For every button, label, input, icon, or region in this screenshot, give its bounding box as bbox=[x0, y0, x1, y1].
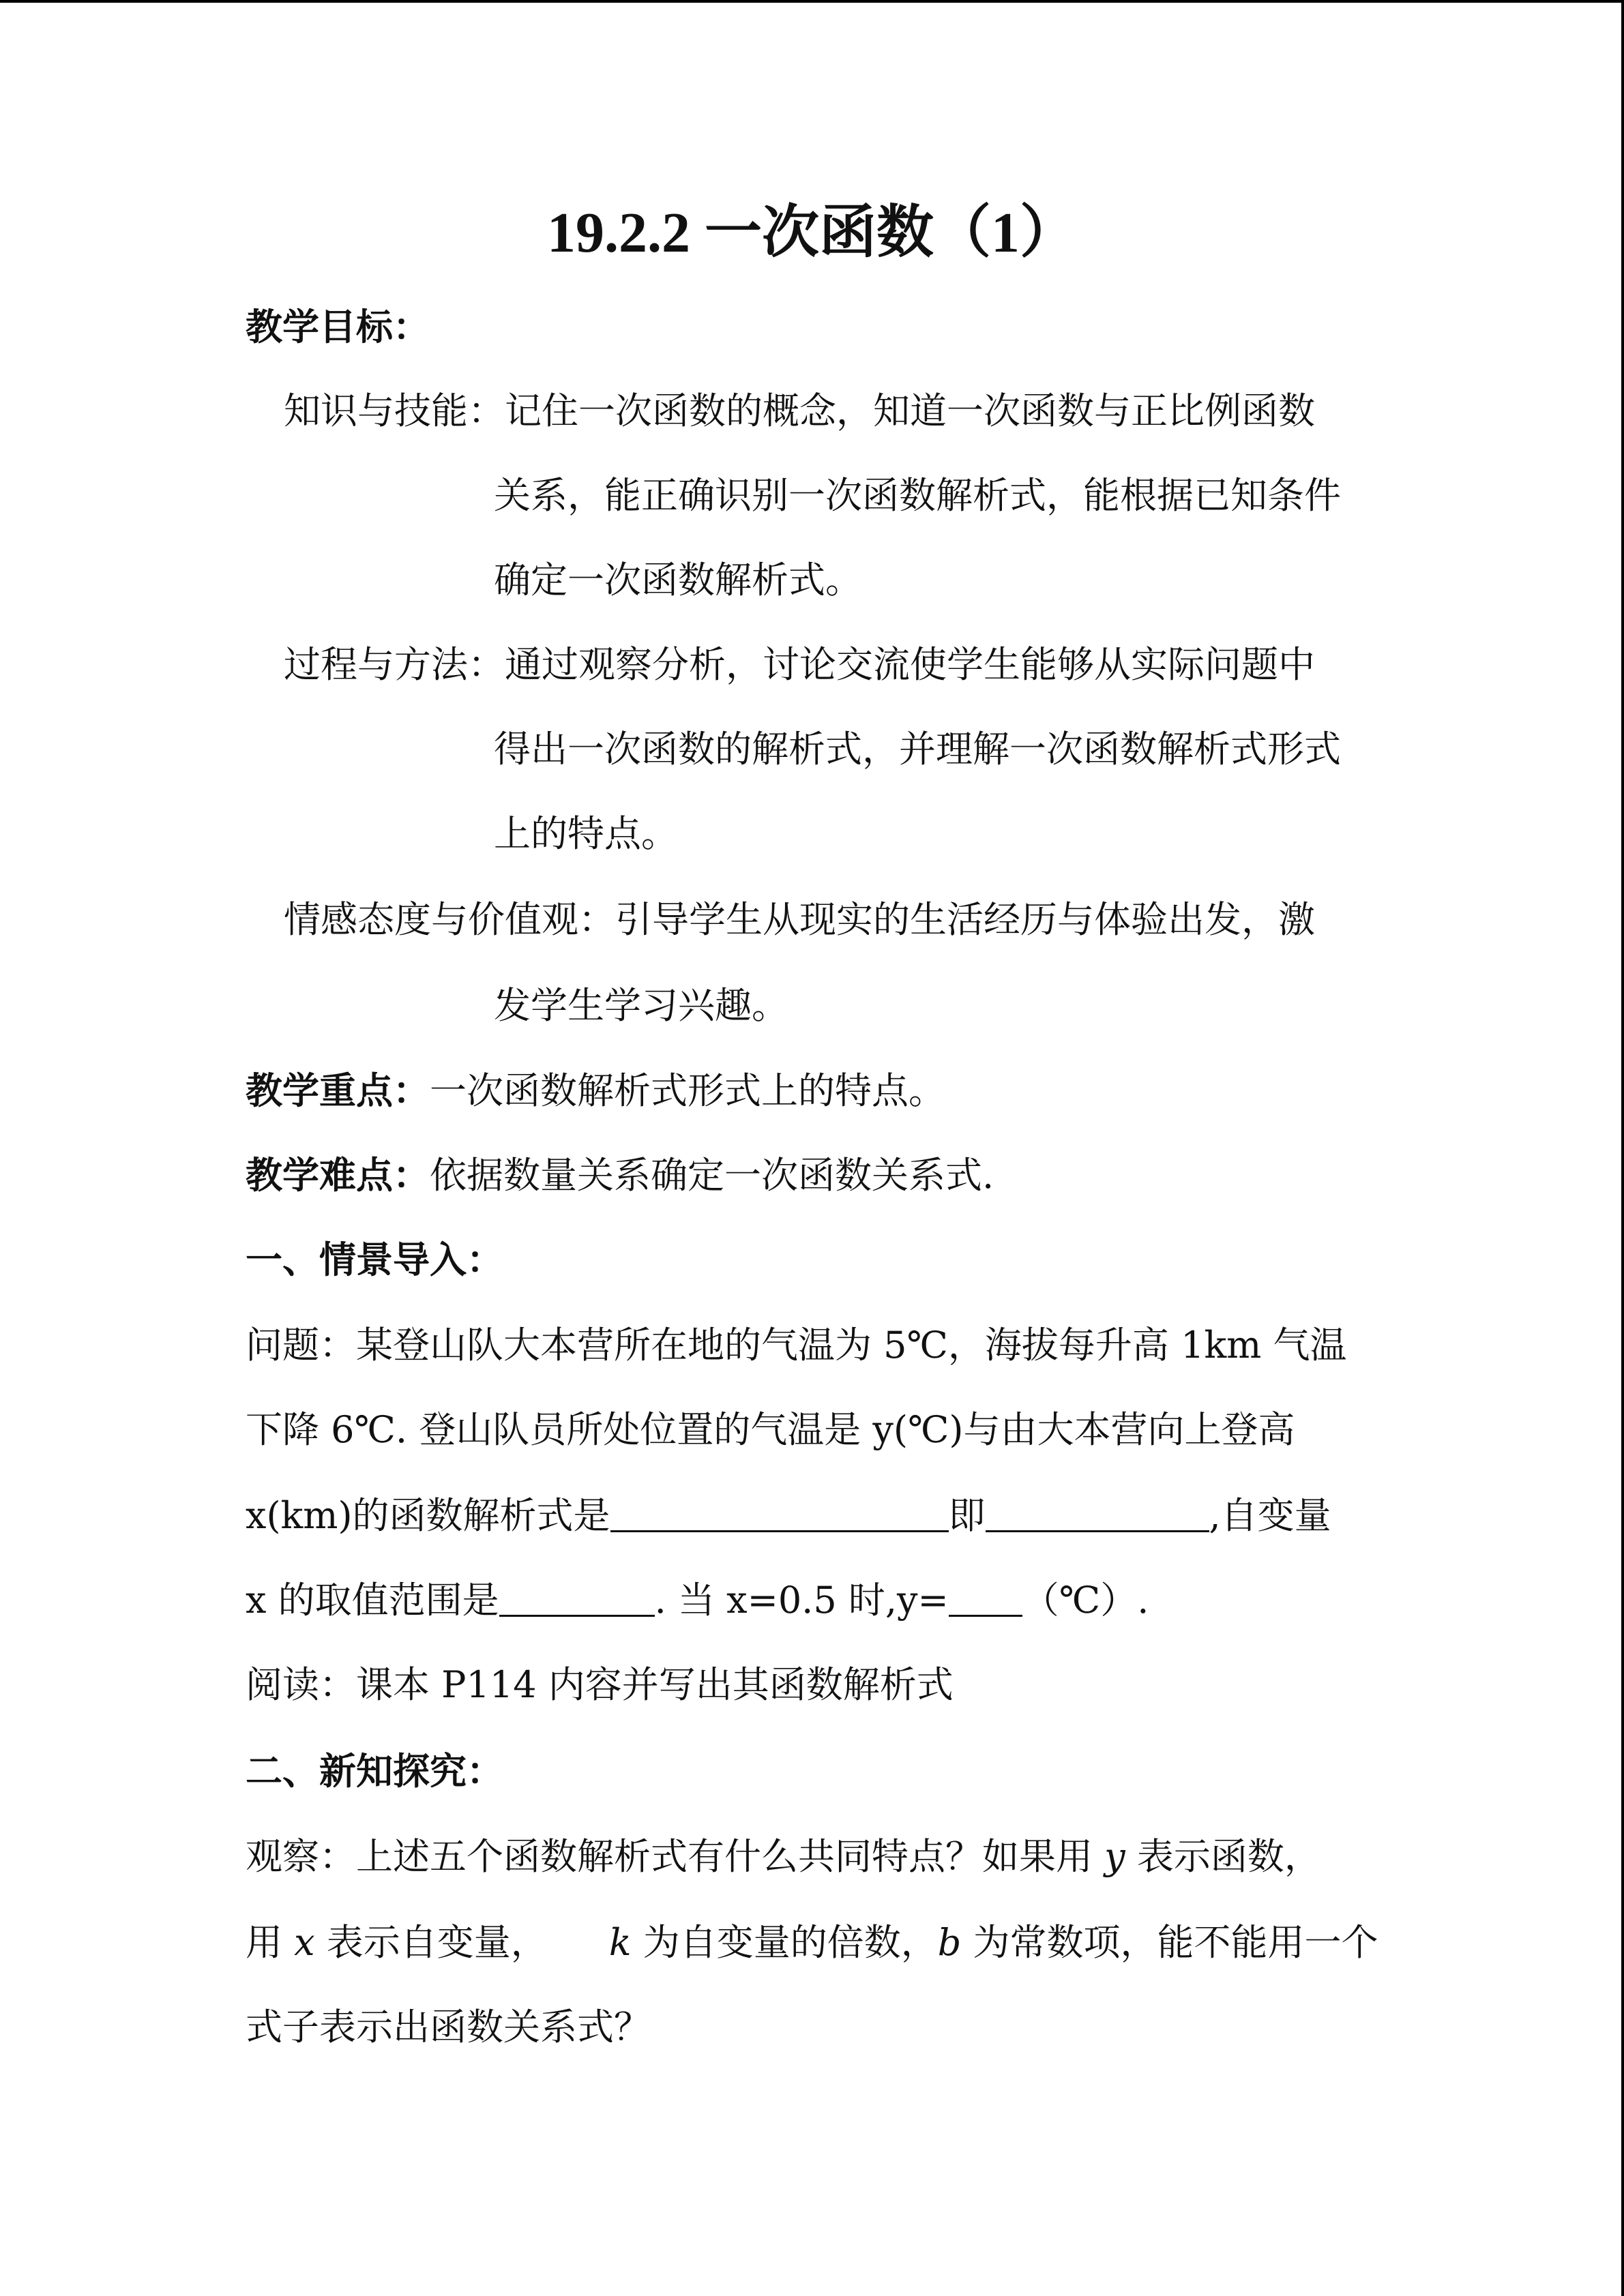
answer-blank-range[interactable] bbox=[499, 1581, 655, 1617]
problem-line-3 bbox=[246, 1494, 1331, 1537]
emotion-values-line-1 bbox=[284, 898, 1315, 941]
page-right-border bbox=[1621, 0, 1624, 2296]
process-method-line-1 bbox=[284, 643, 1315, 686]
variable-k: k bbox=[608, 1921, 632, 1964]
problem-line-4-text-b: . 当 x=0.5 时,y= bbox=[654, 1579, 949, 1622]
difficulty-label: 教学难点： bbox=[246, 1153, 430, 1197]
answer-blank-value[interactable] bbox=[949, 1581, 1022, 1617]
document-title: 19.2.2 一次函数（1） bbox=[546, 201, 1077, 265]
knowledge-skills-line-2: 关系，能正确识别一次函数解析式，能根据已知条件 bbox=[494, 474, 1341, 517]
reading-line: 阅读：课本 P114 内容并写出其函数解析式 bbox=[246, 1663, 954, 1706]
variable-b: b bbox=[937, 1921, 962, 1964]
problem-line-2: 下降 6℃. 登山队员所处位置的气温是 y(℃)与由大本营向上登高 bbox=[246, 1408, 1295, 1451]
difficulty bbox=[246, 1153, 994, 1197]
emotion-values-label: 情感态度与价值观： bbox=[284, 898, 615, 941]
observe-line-1-text-a: 观察：上述五个函数解析式有什么共同特点？如果用 bbox=[246, 1835, 1105, 1878]
answer-blank-expression[interactable] bbox=[610, 1496, 949, 1532]
knowledge-skills-line-3: 确定一次函数解析式。 bbox=[494, 558, 862, 601]
process-method-label: 过程与方法： bbox=[284, 643, 505, 686]
observe-line-2-text-a: 用 bbox=[246, 1921, 295, 1964]
problem-line-1: 问题：某登山队大本营所在地的气温为 5℃，海拔每升高 1km 气温 bbox=[246, 1324, 1347, 1367]
observe-line-2-text-c: 为自变量的倍数， bbox=[631, 1921, 938, 1964]
process-method-text-1: 通过观察分析，讨论交流使学生能够从实际问题中 bbox=[505, 643, 1315, 686]
problem-line-4-text-a: x 的取值范围是 bbox=[246, 1579, 499, 1622]
observe-line-1-text-b: 表示函数， bbox=[1125, 1835, 1321, 1878]
process-method-line-2: 得出一次函数的解析式，并理解一次函数解析式形式 bbox=[494, 728, 1341, 771]
page-top-border bbox=[0, 0, 1624, 3]
problem-line-3-text-a: x(km)的函数解析式是 bbox=[246, 1494, 610, 1537]
key-point-text: 一次函数解析式形式上的特点。 bbox=[430, 1069, 945, 1112]
observe-line-2 bbox=[246, 1921, 1378, 1964]
variable-y: y bbox=[1104, 1835, 1125, 1878]
observe-line-2-text-b: 表示自变量， bbox=[314, 1921, 548, 1964]
problem-line-3-text-c: ,自变量 bbox=[1209, 1494, 1331, 1537]
difficulty-text: 依据数量关系确定一次函数关系式. bbox=[430, 1154, 994, 1197]
knowledge-skills-line-1 bbox=[284, 389, 1315, 432]
answer-blank-simplified[interactable] bbox=[986, 1496, 1209, 1532]
knowledge-skills-label: 知识与技能： bbox=[284, 389, 505, 432]
key-point-label: 教学重点： bbox=[246, 1069, 430, 1112]
problem-line-4-text-c: （℃）. bbox=[1022, 1579, 1149, 1622]
section-1-heading: 一、情景导入： bbox=[246, 1238, 503, 1281]
observe-line-2-text-d: 为常数项，能不能用一个 bbox=[961, 1921, 1378, 1964]
section-2-heading: 二、新知探究： bbox=[246, 1749, 503, 1793]
observe-line-3: 式子表示出函数关系式？ bbox=[246, 2006, 651, 2048]
variable-x: x bbox=[294, 1921, 315, 1964]
observe-line-1 bbox=[246, 1835, 1321, 1878]
knowledge-skills-text-1: 记住一次函数的概念，知道一次函数与正比例函数 bbox=[505, 389, 1315, 432]
key-point bbox=[246, 1069, 945, 1112]
objectives-heading: 教学目标： bbox=[246, 305, 430, 348]
process-method-line-3: 上的特点。 bbox=[494, 812, 678, 855]
problem-line-3-text-b: 即 bbox=[948, 1494, 986, 1537]
emotion-values-line-2: 发学生学习兴趣。 bbox=[494, 984, 788, 1027]
emotion-values-text-1: 引导学生从现实的生活经历与体验出发，激 bbox=[615, 898, 1315, 941]
problem-line-4 bbox=[246, 1579, 1149, 1622]
